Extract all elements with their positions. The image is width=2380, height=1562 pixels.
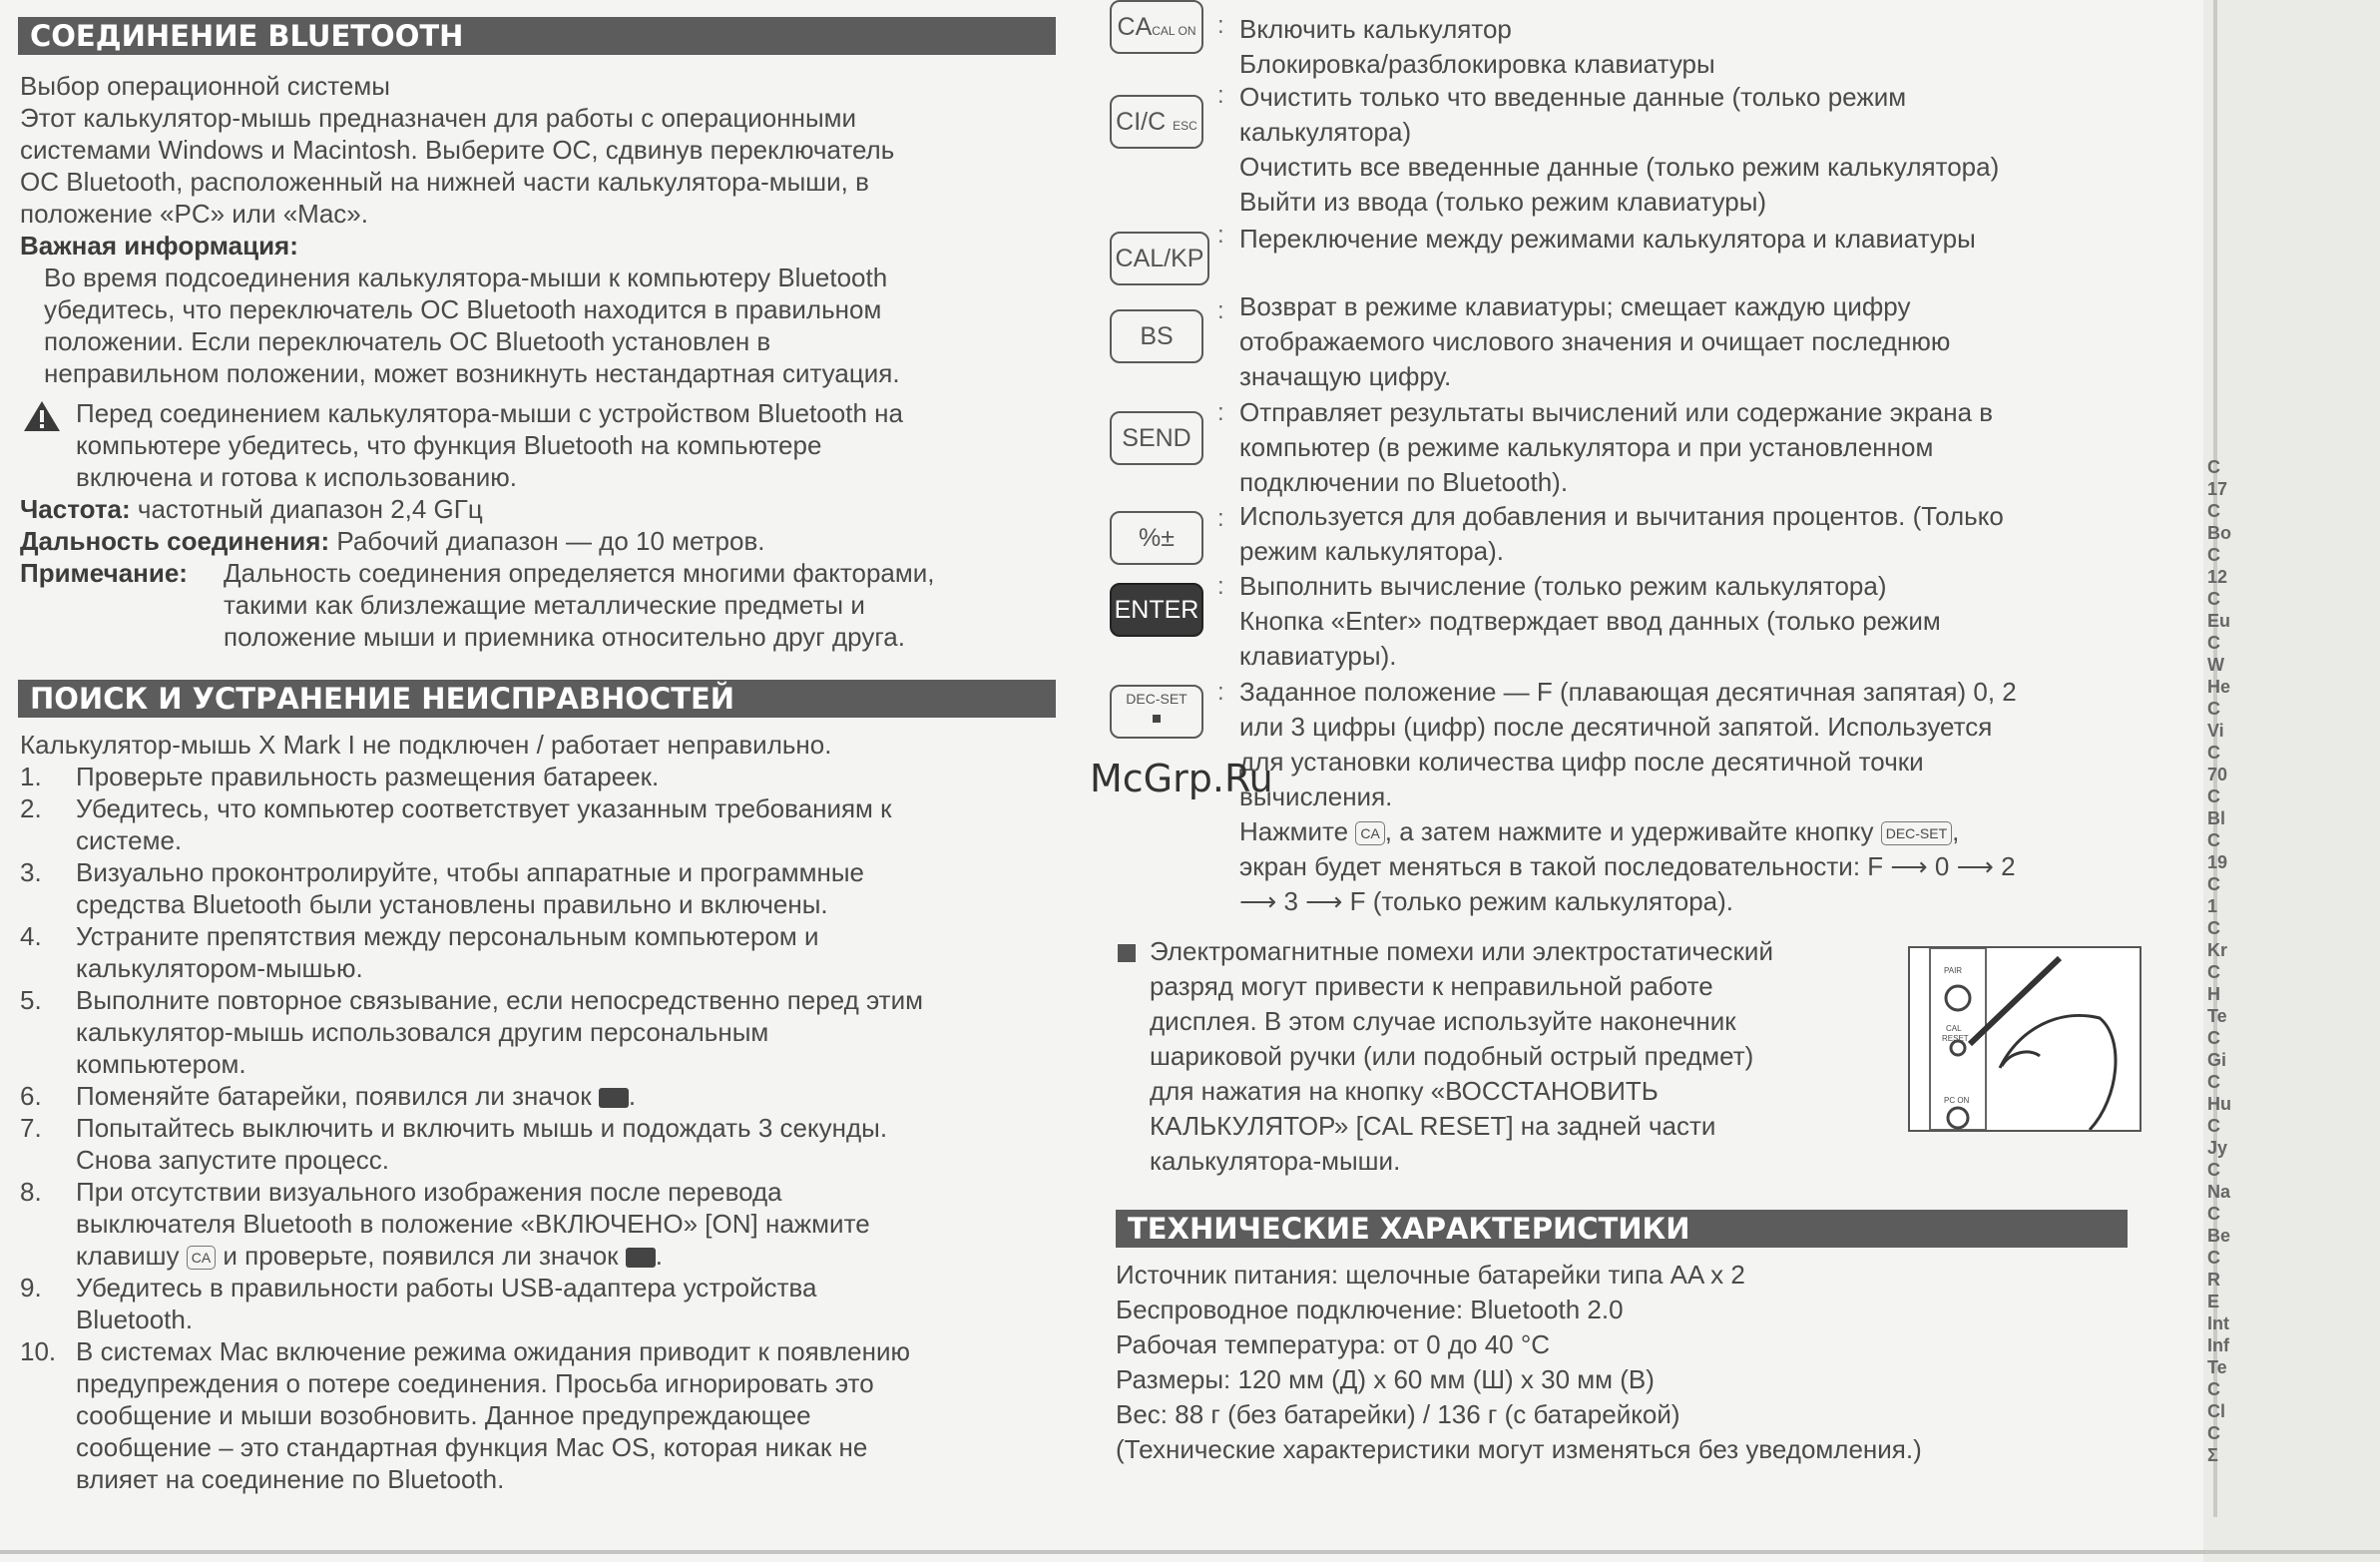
enter-key: ENTER [1110, 583, 1203, 637]
frequency-line [20, 493, 483, 525]
margin-letter: C [2207, 786, 2220, 806]
text-part: , а затем нажмите и удерживайте кнопку [1384, 816, 1874, 846]
item-number: 4. [20, 921, 42, 951]
frequency-value: частотный диапазон 2,4 GГц [137, 494, 483, 524]
text-line: Выполнить вычисление (только режим калькулятора) [1239, 571, 1887, 601]
margin-letter: Na [2207, 1182, 2231, 1202]
margin-letter: 12 [2207, 567, 2228, 587]
key-colon: : [1217, 222, 1224, 249]
item-text: калькулятор-мышь использовался другим персональным [76, 1017, 769, 1047]
margin-letter: C [2207, 1072, 2220, 1092]
item-text: Визуально проконтролируйте, чтобы аппаратные и программные [76, 857, 864, 887]
item-text: сообщение и мыши возобновить. Данное предупреждающее [76, 1400, 811, 1430]
margin-letter: W [2207, 655, 2224, 675]
margin-letter: C [2207, 1423, 2220, 1443]
text-line: отображаемого числового значения и очищает последнюю [1239, 326, 1951, 356]
text-line: Электромагнитные помехи или электростатический [1150, 936, 1773, 966]
adjacent-page-edge [2203, 0, 2380, 1562]
list-item: 8. При отсутствии визуального изображения после перевода выключателя Bluetooth в положение «ВКЛЮЧЕНО» [ON] нажмите клавишу CA и проверьте, появился ли значок . [20, 1177, 870, 1271]
item-text: влияет на соединение по Bluetooth. [76, 1464, 505, 1494]
item-text: предупреждения о потере соединения. Просьба игнорировать это [76, 1368, 874, 1398]
list-item [20, 761, 660, 792]
margin-letter: Te [2207, 1006, 2227, 1026]
dot-icon [1153, 715, 1161, 723]
text-line: системами Windows и Macintosh. Выберите ОС, сдвинув переключатель [20, 135, 895, 165]
list-item [20, 1272, 817, 1335]
text-line: компьютере убедитесь, что функция Bluetooth на компьютере [76, 430, 822, 460]
text-line: положение мыши и приемника относительно друг друга. [224, 622, 905, 652]
troubleshooting-heading: ПОИСК И УСТРАНЕНИЕ НЕИСПРАВНОСТЕЙ [18, 680, 1056, 718]
reset-label: RESET [1942, 1034, 1969, 1043]
margin-letter: C [2207, 457, 2220, 477]
item-text-part: и проверьте, появился ли значок [223, 1241, 619, 1271]
dec-set-key [1110, 685, 1203, 739]
text-line: клавиатуры). [1239, 641, 1397, 671]
key-colon: : [1217, 573, 1224, 600]
text-line: Дальность соединения определяется многими факторами, [224, 558, 935, 588]
range-line [20, 525, 765, 557]
key-label: CI/C [1116, 108, 1167, 136]
margin-letter: C [2207, 830, 2220, 850]
dec-set-key-icon: DEC-SET [1881, 821, 1952, 845]
item-text: системе. [76, 825, 183, 855]
text-line: КАЛЬКУЛЯТОР» [CAL RESET] на задней части [1150, 1111, 1716, 1141]
text-line: Кнопка «Enter» подтверждает ввод данных (только режим [1239, 606, 1941, 636]
text-line: убедитесь, что переключатель ОС Bluetooth находится в правильном [44, 294, 882, 324]
item-text: калькулятором-мышью. [76, 953, 363, 983]
item-text: компьютером. [76, 1049, 246, 1079]
note-label: Примечание: [20, 558, 188, 588]
text-line: положении. Если переключатель ОС Bluetooth установлен в [44, 326, 771, 356]
bs-description [1239, 289, 1950, 394]
text-line: ОС Bluetooth, расположенный на нижней части калькулятора-мыши, в [20, 167, 869, 197]
text-line: компьютер (в режиме калькулятора и при установленном [1239, 432, 1934, 462]
text-line: положение «PC» или «Mac». [20, 199, 368, 229]
margin-letter: E [2207, 1292, 2220, 1311]
text-line: Этот калькулятор-мышь предназначен для работы с операционными [20, 103, 857, 133]
item-text: В системах Mac включение режима ожидания приводит к появлению [76, 1336, 910, 1366]
pair-label: PAIR [1944, 966, 1963, 975]
text-line: Источник питания: щелочные батарейки типа AA x 2 [1116, 1260, 1745, 1290]
range-value: Рабочий диапазон — до 10 метров. [336, 526, 765, 556]
text-line: Выбор операционной системы [20, 71, 390, 101]
margin-letter: Eu [2207, 611, 2231, 631]
text-line: ⟶ 3 ⟶ F (только режим калькулятора). [1239, 886, 1734, 916]
item-text: Bluetooth. [76, 1304, 194, 1334]
text-line: Отправляет результаты вычислений или содержание экрана в [1239, 397, 1994, 427]
margin-letter: Be [2207, 1226, 2231, 1246]
margin-letter: C [2207, 1248, 2220, 1268]
text-line: Вес: 88 г (без батарейки) / 136 г (с батарейкой) [1116, 1399, 1680, 1429]
item-text: Убедитесь, что компьютер соответствует указанным требованиям к [76, 793, 892, 823]
margin-letter: C [2207, 699, 2220, 719]
emi-text [1150, 934, 1773, 1179]
text-line: калькулятора-мыши. [1150, 1146, 1401, 1176]
text-line: Выйти из ввода (только режим клавиатуры) [1239, 187, 1767, 217]
list-item [20, 1080, 637, 1112]
ca-key [1110, 0, 1203, 54]
key-label: CA [1117, 13, 1153, 41]
text-line: режим калькулятора). [1239, 536, 1504, 566]
margin-letter: C [2207, 874, 2220, 894]
item-text: Поменяйте батарейки, появился ли значок . [76, 1081, 637, 1111]
margin-letter: Bo [2207, 523, 2231, 543]
battery-icon [599, 1088, 629, 1108]
margin-letter: C [2207, 545, 2220, 565]
text-line: Заданное положение — F (плавающая десятичная запятая) 0, 2 [1239, 677, 2017, 707]
percent-key: %± [1110, 511, 1203, 565]
margin-letter: Jy [2207, 1138, 2228, 1158]
ca-key-description [1239, 12, 1715, 82]
text-line: включена и готова к использованию. [76, 462, 517, 492]
margin-letter: Σ [2207, 1445, 2218, 1465]
item-text: средства Bluetooth были установлены правильно и включены. [76, 889, 828, 919]
margin-letter: C [2207, 743, 2220, 763]
list-item [20, 856, 864, 920]
margin-letter: Vi [2207, 721, 2224, 741]
margin-letter: H [2207, 984, 2220, 1004]
percent-description [1239, 499, 2004, 569]
key-colon: : [1217, 82, 1224, 109]
specs-list [1116, 1258, 1922, 1467]
margin-letter: Int [2207, 1313, 2229, 1333]
item-number: 2. [20, 793, 42, 823]
note-text [224, 557, 935, 653]
text-line: Блокировка/разблокировка клавиатуры [1239, 49, 1715, 79]
item-number: 8. [20, 1177, 42, 1207]
key-sublabel: CAL ON [1152, 24, 1196, 38]
bottom-edge [0, 1550, 2380, 1554]
margin-letter: Inf [2207, 1335, 2229, 1355]
warning-text [76, 397, 903, 493]
pc-on-label: PC ON [1944, 1096, 1970, 1105]
bs-key: BS [1110, 309, 1203, 363]
text-line: Перед соединением калькулятора-мыши с устройством Bluetooth на [76, 398, 903, 428]
item-number: 6. [20, 1081, 42, 1111]
square-bullet-icon [1118, 944, 1136, 962]
cal-reset-illustration [1908, 946, 2142, 1132]
text-line: вычисления. [1239, 781, 1393, 811]
text-line: подключении по Bluetooth). [1239, 467, 1569, 497]
important-text [44, 261, 900, 389]
specs-heading: ТЕХНИЧЕСКИЕ ХАРАКТЕРИСТИКИ [1116, 1210, 2128, 1248]
text-line: дисплея. В этом случае используйте наконечник [1150, 1006, 1736, 1036]
text-line: (Технические характеристики могут изменяться без уведомления.) [1116, 1434, 1922, 1464]
key-colon: : [1217, 679, 1224, 706]
text-part: Нажмите [1239, 816, 1349, 846]
text-line: разряд могут привести к неправильной работе [1150, 971, 1713, 1001]
margin-letter: Te [2207, 1357, 2227, 1377]
text-line: Используется для добавления и вычитания процентов. (Только [1239, 501, 2004, 531]
margin-letter: C [2207, 501, 2220, 521]
enter-description [1239, 569, 1941, 674]
list-item [20, 1335, 910, 1495]
item-text: Попытайтесь выключить и включить мышь и подождать 3 секунды. [76, 1113, 888, 1143]
item-number: 1. [20, 762, 42, 791]
warning-icon [22, 399, 62, 433]
text-line: Рабочая температура: от 0 до 40 °C [1116, 1329, 1551, 1359]
send-description [1239, 395, 1993, 500]
clear-key [1110, 95, 1203, 149]
text-line: или 3 цифры (цифр) после десятичной запятой. Используется [1239, 712, 1993, 742]
item-text: выключателя Bluetooth в положение «ВКЛЮЧЕНО» [ON] нажмите [76, 1209, 870, 1239]
text-line: Очистить все введенные данные (только режим калькулятора) [1239, 152, 2000, 182]
key-colon: : [1217, 505, 1224, 532]
item-number: 5. [20, 985, 42, 1015]
clear-key-description [1239, 80, 1999, 220]
item-text: Убедитесь в правильности работы USB-адаптера устройства [76, 1273, 817, 1302]
text-line: для установки количества цифр после десятичной точки [1239, 747, 1924, 777]
key-sublabel: ESC [1173, 119, 1197, 133]
item-number: 10. [20, 1336, 57, 1366]
margin-letter: C [2207, 1160, 2220, 1180]
bluetooth-heading: СОЕДИНЕНИЕ BLUETOOTH [18, 17, 1056, 55]
margin-letter: C [2207, 633, 2220, 653]
bluetooth-text [20, 70, 894, 230]
key-colon: : [1217, 399, 1224, 426]
list-item [20, 984, 923, 1080]
margin-letter: 17 [2207, 479, 2228, 499]
margin-letter: 19 [2207, 852, 2228, 872]
text-line: шариковой ручки (или подобный острый предмет) [1150, 1041, 1754, 1071]
cal-label: CAL [1946, 1024, 1962, 1033]
key-colon: : [1217, 12, 1224, 39]
item-text-part: Поменяйте батарейки, появился ли значок [76, 1081, 592, 1111]
important-label: Важная информация: [20, 231, 298, 260]
list-item [20, 920, 819, 984]
text-line: для нажатия на кнопку «ВОССТАНОВИТЬ [1150, 1076, 1659, 1106]
text-line: неправильном положении, может возникнуть нестандартная ситуация. [44, 358, 900, 388]
text-line: Включить калькулятор [1239, 14, 1512, 44]
text-line: Переключение между режимами калькулятора и клавиатуры [1239, 224, 1976, 254]
item-number: 7. [20, 1113, 42, 1143]
dec-set-description: Заданное положение — F (плавающая десятичная запятая) 0, 2 или 3 цифры (цифр) после десятичной запятой. Используется для установки количества цифр после десятичной точки вычисления. Нажмите CA , а затем нажмите и удерживайте кнопку DEC-SET , экран будет меняться в такой последовательности: F ⟶ 0 ⟶ 2 ⟶ 3 ⟶ F (только режим калькулятора). [1239, 675, 2017, 919]
send-key: SEND [1110, 411, 1203, 465]
range-label: Дальность соединения: [20, 526, 330, 556]
margin-letter: 70 [2207, 765, 2228, 784]
margin-letter: C [2207, 589, 2220, 609]
text-line: Возврат в режиме клавиатуры; смещает каждую цифру [1239, 291, 1911, 321]
key-colon: : [1217, 297, 1224, 324]
ca-key-icon: CA [1355, 821, 1384, 845]
margin-letter: C [2207, 962, 2220, 982]
item-text: Выполните повторное связывание, если непосредственно перед этим [76, 985, 923, 1015]
margin-letter: 1 [2207, 896, 2218, 916]
key-label: DEC-SET [1126, 691, 1188, 707]
margin-letter: C [2207, 1379, 2220, 1399]
text-line: Очистить только что введенные данные (только режим [1239, 82, 1907, 112]
ca-key-icon: CA [187, 1246, 216, 1270]
item-text: Проверьте правильность размещения батареек. [76, 762, 660, 791]
troubleshooting-list [20, 761, 923, 1495]
item-text-part: клавишу [76, 1241, 180, 1271]
margin-letter: He [2207, 677, 2231, 697]
item-text: Устраните препятствия между персональным компьютером и [76, 921, 819, 951]
text-line: Во время подсоединения калькулятора-мыши к компьютеру Bluetooth [44, 262, 888, 292]
troubleshooting-intro: Калькулятор-мышь X Mark I не подключен / работает неправильно. [20, 730, 832, 760]
margin-letter: Gi [2207, 1050, 2227, 1070]
item-number: 3. [20, 857, 42, 887]
margin-letter: C [2207, 1116, 2220, 1136]
margin-letter: Hu [2207, 1094, 2231, 1114]
watermark: McGrp.Ru [1090, 757, 1273, 800]
text-line: Размеры: 120 мм (Д) x 60 мм (Ш) x 30 мм (В) [1116, 1364, 1655, 1394]
margin-letter: C [2207, 1028, 2220, 1048]
text-line: экран будет меняться в такой последовательности: F ⟶ 0 ⟶ 2 [1239, 851, 2016, 881]
margin-letter: Cl [2207, 1401, 2225, 1421]
battery-icon [626, 1248, 656, 1268]
cal-kp-description [1239, 222, 1976, 257]
frequency-label: Частота: [20, 494, 131, 524]
text-line: такими как близлежащие металлические предметы и [224, 590, 865, 620]
margin-letter: C [2207, 918, 2220, 938]
text-line: калькулятора) [1239, 117, 1412, 147]
cal-kp-key: CAL/KP [1110, 232, 1209, 285]
text-line: Беспроводное подключение: Bluetooth 2.0 [1116, 1295, 1624, 1324]
item-text: сообщение – это стандартная функция Mac OS, которая никак не [76, 1432, 868, 1462]
list-item [20, 1112, 888, 1176]
margin-letter: C [2207, 1204, 2220, 1224]
margin-letter: R [2207, 1270, 2220, 1290]
item-text: Снова запустите процесс. [76, 1145, 389, 1175]
margin-letter: Bl [2207, 808, 2225, 828]
item-text: При отсутствии визуального изображения после перевода [76, 1177, 782, 1207]
text-line: значащую цифру. [1239, 361, 1452, 391]
item-number: 9. [20, 1273, 42, 1302]
margin-letter: Kr [2207, 940, 2228, 960]
list-item [20, 792, 892, 856]
